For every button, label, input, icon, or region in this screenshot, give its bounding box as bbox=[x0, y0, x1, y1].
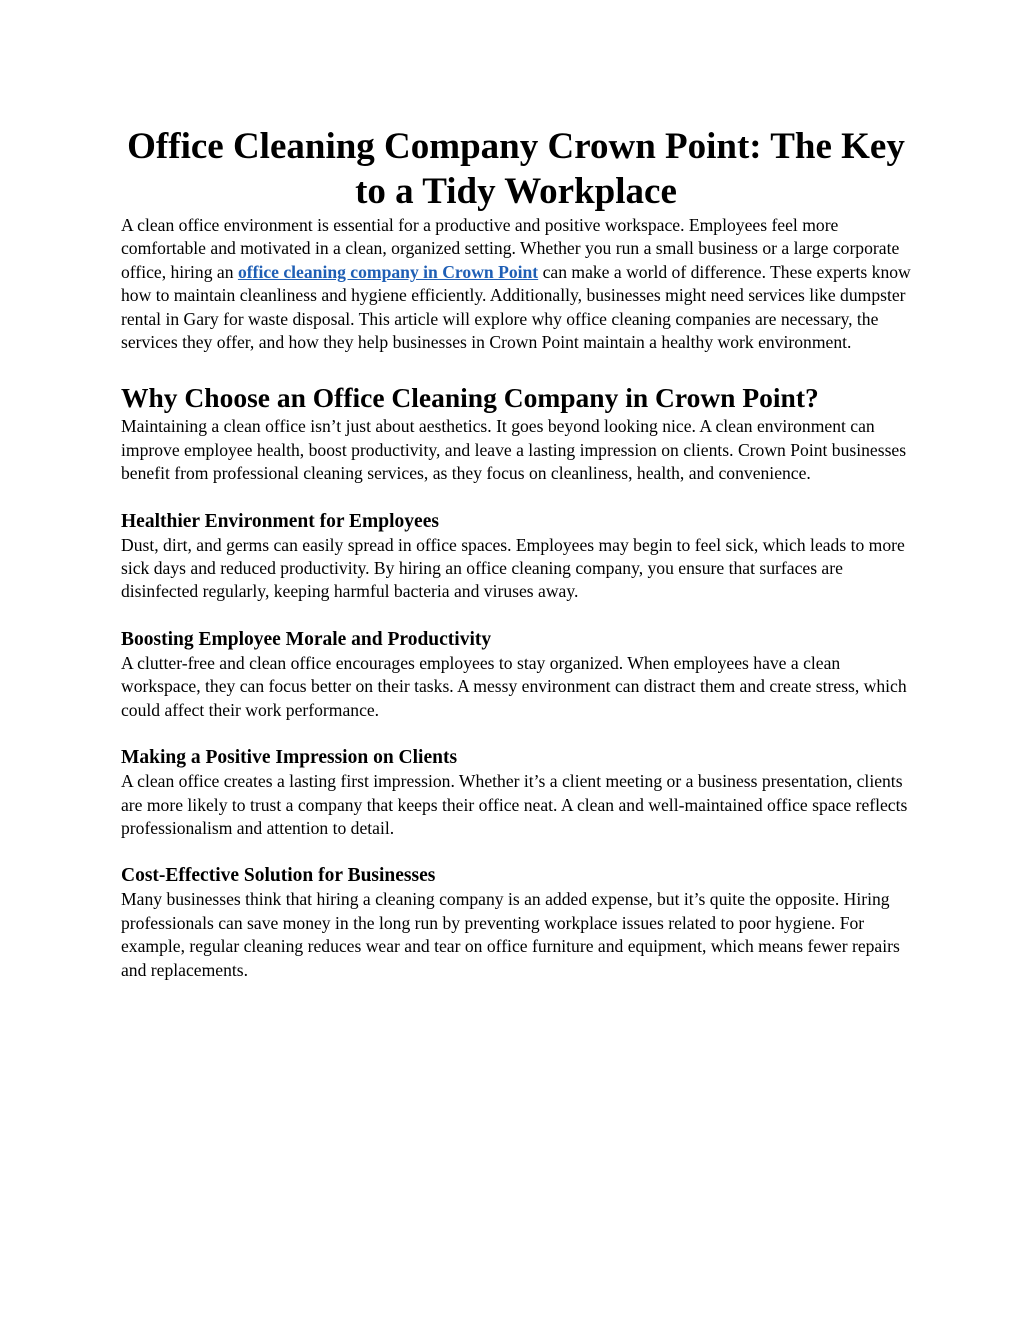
intro-paragraph bbox=[121, 214, 911, 354]
subsection-heading-employee-morale: Boosting Employee Morale and Productivity bbox=[121, 628, 492, 650]
office-cleaning-link[interactable]: office cleaning company in Crown Point bbox=[237, 261, 539, 282]
subsection-paragraph-healthier-environment: Dust, dirt, and germs can easily spread in office spaces. Employees may begin to feel sick, which leads to more sick days and reduced productivity. By hiring an office cleaning company, you ensure that surfaces are disinfected regularly, keeping harmful bacteria and viruses away. bbox=[121, 534, 905, 602]
subsection-heading-healthier-environment: Healthier Environment for Employees bbox=[121, 510, 439, 532]
section-heading-why-choose: Why Choose an Office Cleaning Company in Crown Point? bbox=[121, 382, 819, 414]
subsection-paragraph-employee-morale: A clutter-free and clean office encourages employees to stay organized. When employees have a clean workspace, they can focus better on their tasks. A messy environment can distract them and create stress, which could affect their work performance. bbox=[121, 652, 907, 720]
section-paragraph-why-choose: Maintaining a clean office isn’t just about aesthetics. It goes beyond looking nice. A clean environment can improve employee health, boost productivity, and leave a lasting impression on clients. Crown Point businesses benefit from professional cleaning services, as they focus on cleanliness, health, and convenience. bbox=[121, 416, 907, 484]
subsection-heading-cost-effective: Cost-Effective Solution for Businesses bbox=[121, 865, 436, 887]
intro-text-after-link: can make a world of difference. These experts know how to maintain cleanliness and hygiene efficiently. Additionally, businesses might need services like dumpster rental in Gary for waste disposal. This article will explore why office cleaning companies are necessary, the services they offer, and how they help businesses in Crown Point maintain a healthy work environment. bbox=[121, 261, 911, 353]
document-title: Office Cleaning Company Crown Point: The Key to a Tidy Workplace bbox=[127, 126, 905, 212]
document-page bbox=[121, 124, 911, 982]
intro-text-before-link: A clean office environment is essential for a productive and positive workspace. Employees feel more comfortable and motivated in a clean, organized setting. Whether you run a small business or a large corporate office, hiring an bbox=[121, 215, 900, 282]
subsection-heading-positive-impression: Making a Positive Impression on Clients bbox=[121, 747, 458, 769]
subsection-paragraph-positive-impression: A clean office creates a lasting first impression. Whether it’s a client meeting or a business presentation, clients are more likely to trust a company that keeps their office neat. A clean and well-maintained office space reflects professionalism and attention to detail. bbox=[121, 771, 908, 838]
subsection-paragraph-cost-effective: Many businesses think that hiring a cleaning company is an added expense, but it’s quite the opposite. Hiring professionals can save money in the long run by preventing workplace issues related to poor hygiene. For example, regular cleaning reduces wear and tear on office furniture and equipment, which means fewer repairs and replacements. bbox=[121, 889, 900, 980]
